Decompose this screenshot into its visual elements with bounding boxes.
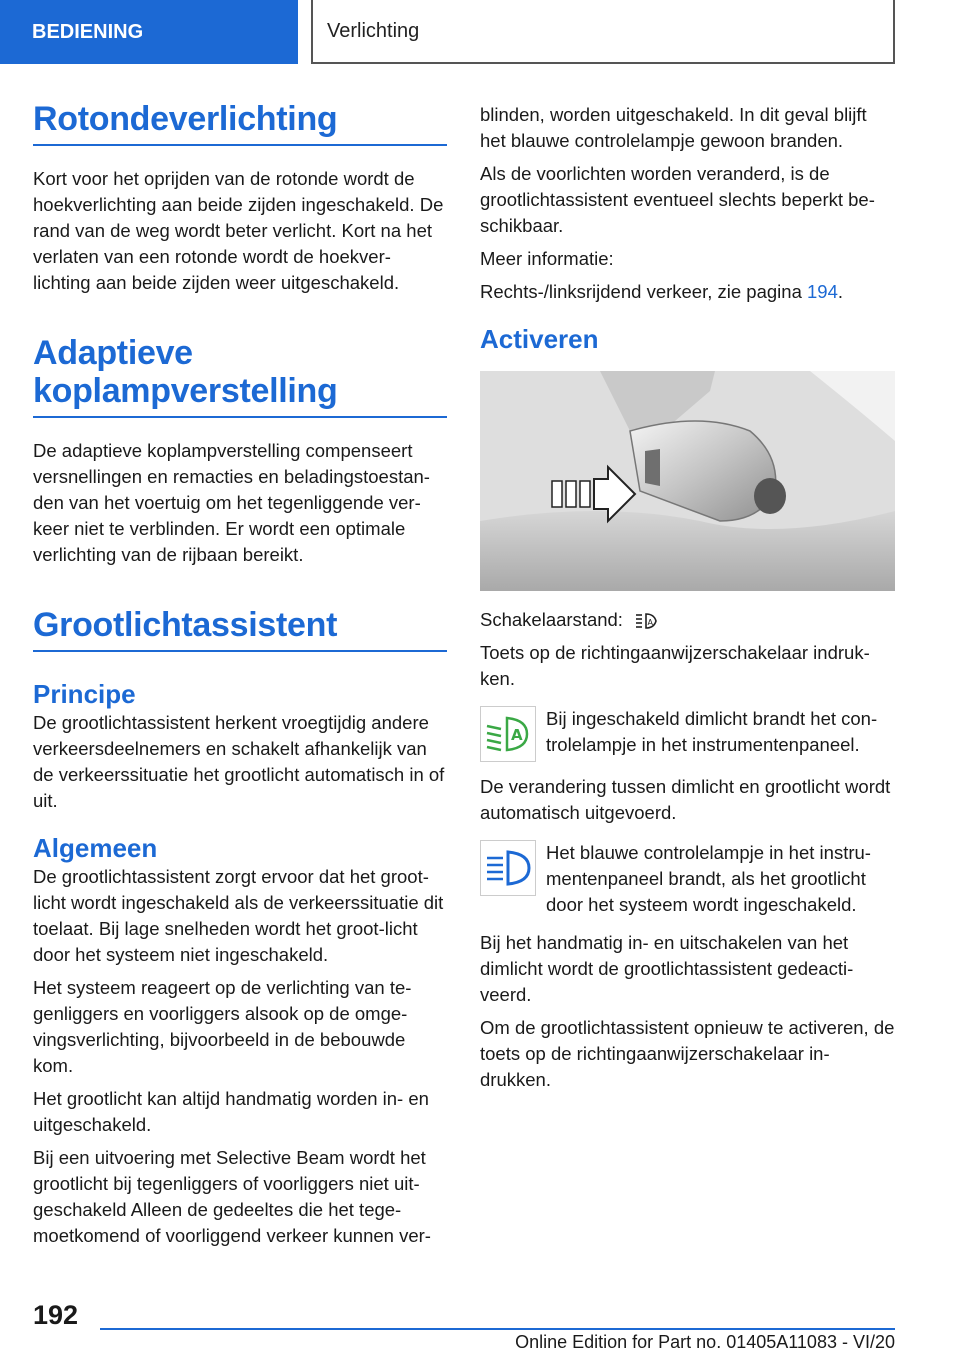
paragraph-adaptieve: De adaptieve koplampverstelling compenseert versnellingen en remacties en beladingstoestan-den van het voertuig om het tegenliggende ver-keer niet te verblinden. Er wordt een optimale verlichting van de rijbaan bereikt. <box>33 440 430 565</box>
paragraph-schakelaarstand <box>480 607 895 633</box>
paragraph-algemeen-2: Het systeem reageert op de verlichting van te-genliggers en voorliggers alsook op de omge-vingsverlichting, bijvoorbeeld in de bebouwde kom. <box>33 977 412 1076</box>
footer-edition: Online Edition for Part no. 01405A11083 - VI/20 <box>515 1332 895 1352</box>
paragraph-reference <box>480 279 895 305</box>
chapter-title: Verlichting <box>311 0 895 64</box>
section-tab: BEDIENING <box>0 0 298 64</box>
reference-end: . <box>837 281 844 302</box>
high-beam-indicator-icon <box>480 840 536 896</box>
paragraph-change: Als de voorlichten worden veranderd, is de grootlichtassistent eventueel slechts beperkt be-schikbaar. <box>480 163 875 236</box>
stalk-switch-figure <box>480 371 895 591</box>
paragraph-opnieuw: Om de grootlichtassistent opnieuw te activeren, de toets op de richtingaanwijzerschakelaar in-drukken. <box>480 1017 895 1091</box>
note-grootlicht <box>480 840 895 918</box>
paragraph-principe: De grootlichtassistent herkent vroegtijdig andere verkeersdeelnemers en schakelt afhankelijk van de verkeerssituatie het grootlicht automatisch in of uit. <box>33 712 445 811</box>
paragraph-handmatig: Bij het handmatig in- en uitschakelen van het dimlicht wordt de grootlichtassistent gedeacti-veerd. <box>480 932 854 1006</box>
paragraph-algemeen-4: Bij een uitvoering met Selective Beam wordt het grootlicht bij tegenliggers of voorliggers niet uit-geschakeld Alleen de gedeeltes die het tege-moetkomend of voorliggend verkeer kunnen ver- <box>33 1147 431 1246</box>
stalk-illustration <box>480 371 895 591</box>
heading-grootlichtassistent: Grootlichtassistent <box>33 606 447 652</box>
svg-text:A: A <box>647 618 654 628</box>
note-dimlicht <box>480 706 895 762</box>
schakelaarstand-label: Schakelaarstand: <box>480 609 623 630</box>
paragraph-continued: blinden, worden uitgeschakeld. In dit geval blijft het blauwe controlelampje gewoon branden. <box>480 104 867 151</box>
heading-rotondeverlichting: Rotondeverlichting <box>33 100 447 146</box>
low-beam-assistant-indicator-icon <box>480 706 536 762</box>
paragraph-algemeen-1: De grootlichtassistent zorgt ervoor dat het groot-licht wordt ingeschakeld als de verkeerssituatie dit toelaat. Bij lage snelheden wordt het groot-licht door het systeem niet ingeschakeld. <box>33 866 444 965</box>
high-beam-assistant-icon <box>634 609 660 633</box>
heading-activeren: Activeren <box>480 324 599 354</box>
note-dimlicht-text: Bij ingeschakeld dimlicht brandt het con-trolelampje in het instrumentenpaneel. <box>546 708 878 756</box>
heading-principe: Principe <box>33 679 136 709</box>
page-link[interactable]: 194 <box>807 281 838 302</box>
paragraph-toets: Toets op de richtingaanwijzerschakelaar indruk-ken. <box>480 642 870 690</box>
paragraph-algemeen-3: Het grootlicht kan altijd handmatig worden in- en uitgeschakeld. <box>33 1088 429 1135</box>
note-grootlicht-text: Het blauwe controlelampje in het instru-mentenpaneel brandt, als het grootlicht door het systeem wordt ingeschakeld. <box>546 842 871 916</box>
reference-text: Rechts-/linksrijdend verkeer, zie pagina <box>480 281 807 302</box>
heading-adaptieve-koplampverstelling: Adaptieve koplampverstelling <box>33 334 447 418</box>
footer-divider <box>100 1328 895 1330</box>
paragraph-verandering: De verandering tussen dimlicht en grootlicht wordt automatisch uitgevoerd. <box>480 776 891 824</box>
heading-algemeen: Algemeen <box>33 833 158 863</box>
paragraph-rotonde: Kort voor het oprijden van de rotonde wordt de hoekverlichting aan beide zijden ingeschakeld. De rand van de weg wordt beter verlicht. Kort na het verlaten van een rotonde wordt de hoekver-lichting aan beide zijden weer uitgeschakeld. <box>33 168 444 293</box>
svg-text:A: A <box>511 726 523 745</box>
page-number: 192 <box>33 1300 79 1330</box>
left-column <box>33 100 447 1256</box>
right-column <box>480 102 895 1100</box>
paragraph-meer: Meer informatie: <box>480 248 614 269</box>
